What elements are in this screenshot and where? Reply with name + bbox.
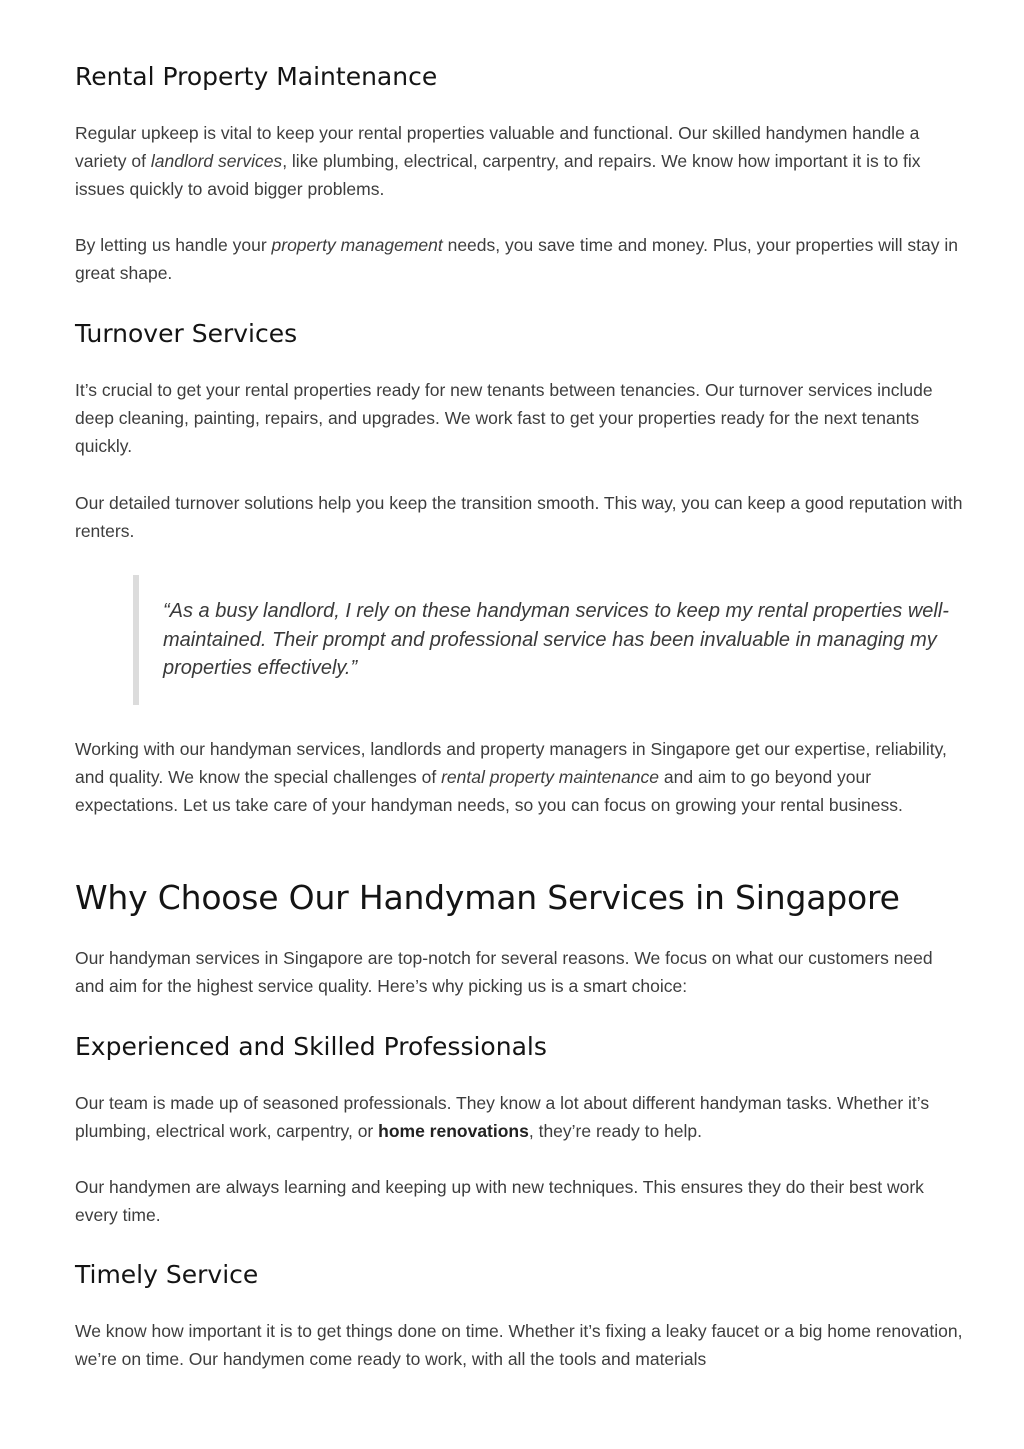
text-span: , like plumbing, electrical, carpentry, and repairs. We know how important it is to fix issues quickly to avoid bigger problems. xyxy=(75,151,921,200)
paragraph-working-with-us xyxy=(75,735,965,820)
paragraph-property-management xyxy=(75,231,965,287)
heading-timely-service: Timely Service xyxy=(75,1260,259,1289)
emphasis-property-management: property management xyxy=(271,235,443,255)
paragraph-why-choose: Our handyman services in Singapore are top-notch for several reasons. We focus on what our customers need and aim for the highest service quality. Here’s why picking us is a smart choice: xyxy=(75,948,933,997)
bold-home-renovations: home renovations xyxy=(378,1121,529,1142)
text-span: , they’re ready to help. xyxy=(528,1121,703,1142)
text-span: needs, you save time and money. Plus, your properties will stay in great shape. xyxy=(75,235,958,284)
paragraph-turnover-intro: It’s crucial to get your rental properties ready for new tenants between tenancies. Our turnover services include deep cleaning, painting, repairs, and upgrades. We work fast to get your properties ready for the next tenants quickly. xyxy=(75,380,933,457)
paragraph-timely-service: We know how important it is to get things done on time. Whether it’s fixing a leaky faucet or a big home renovation, we’re on time. Our handymen come ready to work, with all the tools and materials xyxy=(75,1321,963,1370)
text-span: Working with our handyman services, landlords and property managers in Singapore get our expertise, reliability, and quality. We know the special challenges of xyxy=(75,739,947,788)
emphasis-landlord-services: landlord services xyxy=(150,151,283,172)
text-span: Regular upkeep is vital to keep your rental properties valuable and functional. Our skilled handymen handle a variety of xyxy=(75,123,920,172)
heading-turnover-services: Turnover Services xyxy=(75,319,298,348)
text-span: and aim to go beyond your expectations. Let us take care of your handyman needs, so you can focus on growing your rental business. xyxy=(75,767,903,816)
testimonial-quote xyxy=(133,575,963,705)
text-span: Our team is made up of seasoned professionals. They know a lot about different handyman tasks. Whether it’s plumbing, electrical work, carpentry, or xyxy=(75,1093,930,1142)
heading-experienced-professionals: Experienced and Skilled Professionals xyxy=(75,1032,547,1061)
paragraph-turnover-solutions: Our detailed turnover solutions help you keep the transition smooth. This way, you can keep a good reputation with renters. xyxy=(75,493,963,542)
heading-why-choose: Why Choose Our Handyman Services in Singapore xyxy=(75,878,900,917)
emphasis-rental-property-maintenance: rental property maintenance xyxy=(441,767,660,788)
paragraph-experienced-team xyxy=(75,1089,965,1145)
heading-rental-property-maintenance: Rental Property Maintenance xyxy=(75,62,438,91)
paragraph-always-learning: Our handymen are always learning and keeping up with new techniques. This ensures they do their best work every time. xyxy=(75,1177,924,1226)
text-span: By letting us handle your xyxy=(75,235,272,255)
paragraph-rental-upkeep xyxy=(75,119,965,204)
testimonial-quote-text: “As a busy landlord, I rely on these handyman services to keep my rental properties well-maintained. Their prompt and professional service has been invaluable in managing my properties effectively.” xyxy=(163,600,949,679)
